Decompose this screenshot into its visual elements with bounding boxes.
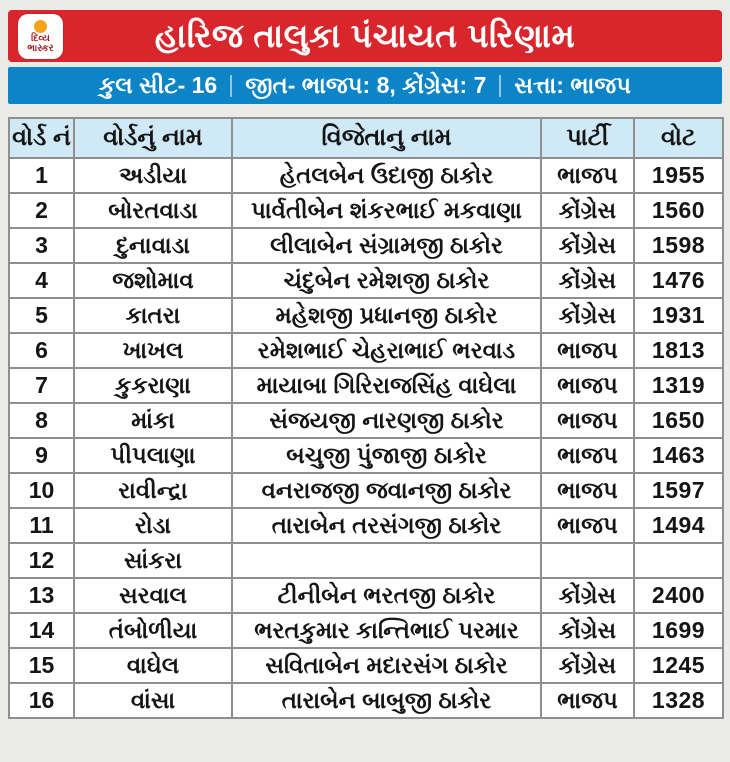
ward-number-cell: 1 — [9, 158, 74, 193]
ward-number-cell: 6 — [9, 333, 74, 368]
ward-number-cell: 2 — [9, 193, 74, 228]
winner-name-cell: તારાબેન તરસંગજી ઠાકોર — [232, 508, 541, 543]
ward-name-cell: બોરતવાડા — [74, 193, 232, 228]
winner-name-cell: હેતલબેન ઉદાજી ઠાકોર — [232, 158, 541, 193]
logo-text-line1: દિવ્ય — [31, 32, 50, 44]
votes-cell: 1955 — [634, 158, 723, 193]
winner-name-cell: માયાબા ગિરિરાજસિંહ વાઘેલા — [232, 368, 541, 403]
ward-name-cell: જશોમાવ — [74, 263, 232, 298]
ward-name-cell: વાઘેલ — [74, 648, 232, 683]
table-row — [9, 193, 723, 228]
ward-name-cell: દુનાવાડા — [74, 228, 232, 263]
col-header-votes: વોટ — [634, 118, 723, 158]
ward-name-cell: તંબોળીયા — [74, 613, 232, 648]
title-bar — [8, 10, 722, 62]
col-header-ward-no: વોર્ડ નં — [9, 118, 74, 158]
ward-number-cell: 16 — [9, 683, 74, 718]
col-header-party: પાર્ટી — [541, 118, 634, 158]
ward-name-cell: માંકા — [74, 403, 232, 438]
winner-name-cell — [232, 543, 541, 578]
results-table-body — [9, 158, 723, 718]
party-cell: કોંગ્રેસ — [541, 193, 634, 228]
col-header-winner-name: વિજેતાનુ નામ — [232, 118, 541, 158]
party-cell: ભાજપ — [541, 683, 634, 718]
votes-cell: 1463 — [634, 438, 723, 473]
col-header-ward-name: વોર્ડનું નામ — [74, 118, 232, 158]
ward-number-cell: 14 — [9, 613, 74, 648]
table-row — [9, 368, 723, 403]
ward-number-cell: 10 — [9, 473, 74, 508]
winner-name-cell: મહેશજી પ્રધાનજી ઠાકોર — [232, 298, 541, 333]
ward-number-cell: 5 — [9, 298, 74, 333]
table-row — [9, 613, 723, 648]
party-cell: ભાજપ — [541, 368, 634, 403]
winner-name-cell: સવિતાબેન મદારસંગ ઠાકોર — [232, 648, 541, 683]
ward-name-cell: કાતરા — [74, 298, 232, 333]
votes-cell: 1813 — [634, 333, 723, 368]
party-cell: કોંગ્રેસ — [541, 228, 634, 263]
ward-name-cell: સાંકરા — [74, 543, 232, 578]
party-cell: કોંગ્રેસ — [541, 648, 634, 683]
ward-name-cell: વાંસા — [74, 683, 232, 718]
summary-wins: જીત- ભાજપ: 8, કોંગ્રેસ: 7 — [245, 72, 487, 98]
party-cell: ભાજપ — [541, 438, 634, 473]
sun-icon — [34, 20, 47, 33]
votes-cell: 1931 — [634, 298, 723, 333]
ward-number-cell: 9 — [9, 438, 74, 473]
table-row — [9, 333, 723, 368]
ward-number-cell: 3 — [9, 228, 74, 263]
ward-name-cell: ખાખલ — [74, 333, 232, 368]
winner-name-cell: તારાબેન બાબુજી ઠાકોર — [232, 683, 541, 718]
ward-name-cell: અડીયા — [74, 158, 232, 193]
party-cell: કોંગ્રેસ — [541, 263, 634, 298]
logo-text-line2: ભાસ્કર — [27, 42, 54, 54]
table-row — [9, 683, 723, 718]
ward-number-cell: 11 — [9, 508, 74, 543]
summary-total-seats: કુલ સીટ- 16 — [98, 72, 218, 98]
party-cell — [541, 543, 634, 578]
ward-name-cell: સરવાલ — [74, 578, 232, 613]
votes-cell: 1650 — [634, 403, 723, 438]
ward-number-cell: 15 — [9, 648, 74, 683]
winner-name-cell: ચંદુબેન રમેશજી ઠાકોર — [232, 263, 541, 298]
ward-number-cell: 7 — [9, 368, 74, 403]
party-cell: ભાજપ — [541, 473, 634, 508]
divya-bhaskar-logo — [18, 14, 63, 59]
table-row — [9, 298, 723, 333]
votes-cell: 2400 — [634, 578, 723, 613]
separator — [499, 75, 501, 97]
votes-cell: 1597 — [634, 473, 723, 508]
ward-number-cell: 12 — [9, 543, 74, 578]
party-cell: કોંગ્રેસ — [541, 578, 634, 613]
votes-cell — [634, 543, 723, 578]
ward-number-cell: 8 — [9, 403, 74, 438]
ward-name-cell: કુકરાણા — [74, 368, 232, 403]
party-cell: ભાજપ — [541, 333, 634, 368]
winner-name-cell: ટીનીબેન ભરતજી ઠાકોર — [232, 578, 541, 613]
ward-name-cell: પીપલાણા — [74, 438, 232, 473]
winner-name-cell: બચુજી પુંજાજી ઠાકોર — [232, 438, 541, 473]
table-row — [9, 228, 723, 263]
results-table-header — [9, 118, 723, 158]
ward-name-cell: રોડા — [74, 508, 232, 543]
votes-cell: 1699 — [634, 613, 723, 648]
table-row — [9, 403, 723, 438]
votes-cell: 1476 — [634, 263, 723, 298]
winner-name-cell: રમેશભાઈ ચેહરાભાઈ ભરવાડ — [232, 333, 541, 368]
ward-number-cell: 13 — [9, 578, 74, 613]
votes-cell: 1494 — [634, 508, 723, 543]
table-row — [9, 508, 723, 543]
votes-cell: 1560 — [634, 193, 723, 228]
votes-cell: 1245 — [634, 648, 723, 683]
party-cell: કોંગ્રેસ — [541, 613, 634, 648]
ward-name-cell: રાવીન્દ્રા — [74, 473, 232, 508]
votes-cell: 1319 — [634, 368, 723, 403]
winner-name-cell: પાર્વતીબેન શંકરભાઈ મકવાણા — [232, 193, 541, 228]
separator — [230, 75, 232, 97]
votes-cell: 1598 — [634, 228, 723, 263]
table-row — [9, 158, 723, 193]
votes-cell: 1328 — [634, 683, 723, 718]
table-row — [9, 473, 723, 508]
table-row — [9, 578, 723, 613]
header-row — [9, 118, 723, 158]
table-row — [9, 648, 723, 683]
ward-number-cell: 4 — [9, 263, 74, 298]
page-title: હારિજ તાલુકા પંચાયત પરિણામ — [154, 16, 576, 54]
winner-name-cell: લીલાબેન સંગ્રામજી ઠાકોર — [232, 228, 541, 263]
summary-power: સત્તા: ભાજપ — [514, 72, 632, 98]
results-table — [8, 117, 724, 719]
winner-name-cell: સંજયજી નારણજી ઠાકોર — [232, 403, 541, 438]
winner-name-cell: ભરતકુમાર કાન્તિભાઈ પરમાર — [232, 613, 541, 648]
table-row — [9, 543, 723, 578]
party-cell: ભાજપ — [541, 508, 634, 543]
table-row — [9, 438, 723, 473]
winner-name-cell: વનરાજજી જવાનજી ઠાકોર — [232, 473, 541, 508]
party-cell: ભાજપ — [541, 158, 634, 193]
party-cell: કોંગ્રેસ — [541, 298, 634, 333]
table-row — [9, 263, 723, 298]
party-cell: ભાજપ — [541, 403, 634, 438]
summary-bar — [8, 67, 722, 104]
